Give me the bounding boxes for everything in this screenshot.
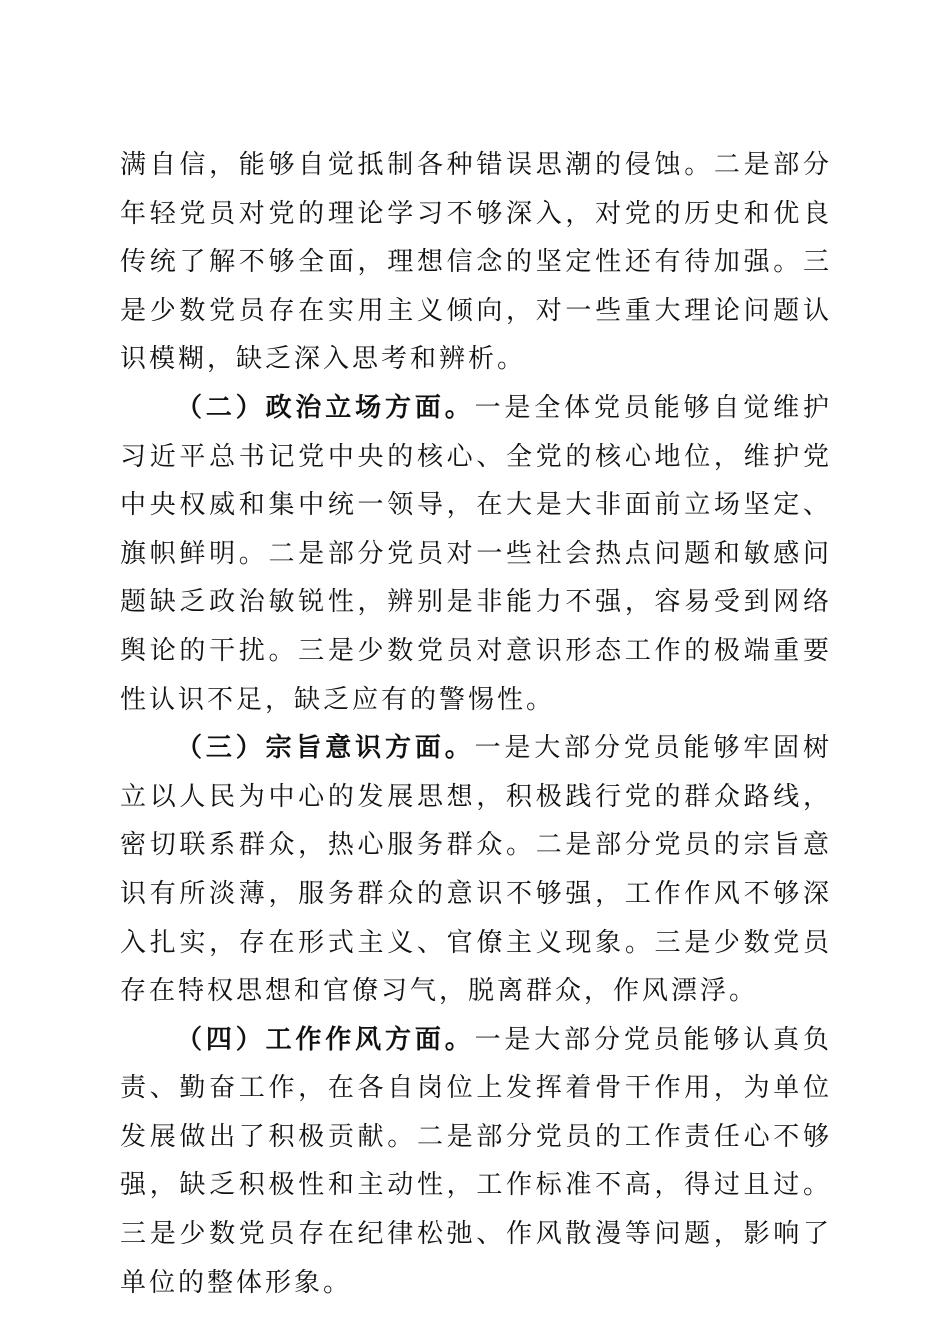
paragraph-purpose-awareness (120, 724, 832, 1016)
section-heading: （二）政治立场方面。 (176, 392, 475, 423)
paragraph-body: 一是大部分党员能够牢固树立以人民为中心的发展思想，积极践行党的群众路线，密切联系群众，热心服务群众。二是部分党员的宗旨意识有所淡薄，服务群众的意识不够强，工作作风不够深入扎实，存在形式主义、官僚主义现象。三是少数党员存在特权思想和官僚习气，脱离群众，作风漂浮。 (120, 733, 832, 1007)
paragraph-body: 满自信，能够自觉抵制各种错误思潮的侵蚀。二是部分年轻党员对党的理论学习不够深入，对党的历史和优良传统了解不够全面，理想信念的坚定性还有待加强。三是少数党员存在实用主义倾向，对一些重大理论问题认识模糊，缺乏深入思考和辨析。 (120, 150, 832, 375)
paragraph-continuation (120, 141, 832, 384)
section-heading: （三）宗旨意识方面。 (176, 733, 475, 764)
paragraph-body: 一是大部分党员能够认真负责、勤奋工作，在各自岗位上发挥着骨干作用，为单位发展做出了积极贡献。二是部分党员的工作责任心不够强，缺乏积极性和主动性，工作标准不高，得过且过。三是少数党员存在纪律松弛、作风散漫等问题，影响了单位的整体形象。 (120, 1024, 832, 1298)
paragraph-political-stance (120, 384, 832, 724)
section-heading: （四）工作作风方面。 (176, 1024, 475, 1055)
document-page (120, 141, 832, 1307)
paragraph-body: 一是全体党员能够自觉维护习近平总书记党中央的核心、全党的核心地位，维护党中央权威和集中统一领导，在大是大非面前立场坚定、旗帜鲜明。二是部分党员对一些社会热点问题和敏感问题缺乏政治敏锐性，辨别是非能力不强，容易受到网络舆论的干扰。三是少数党员对意识形态工作的极端重要性认识不足，缺乏应有的警惕性。 (120, 392, 832, 715)
paragraph-work-style (120, 1016, 832, 1308)
